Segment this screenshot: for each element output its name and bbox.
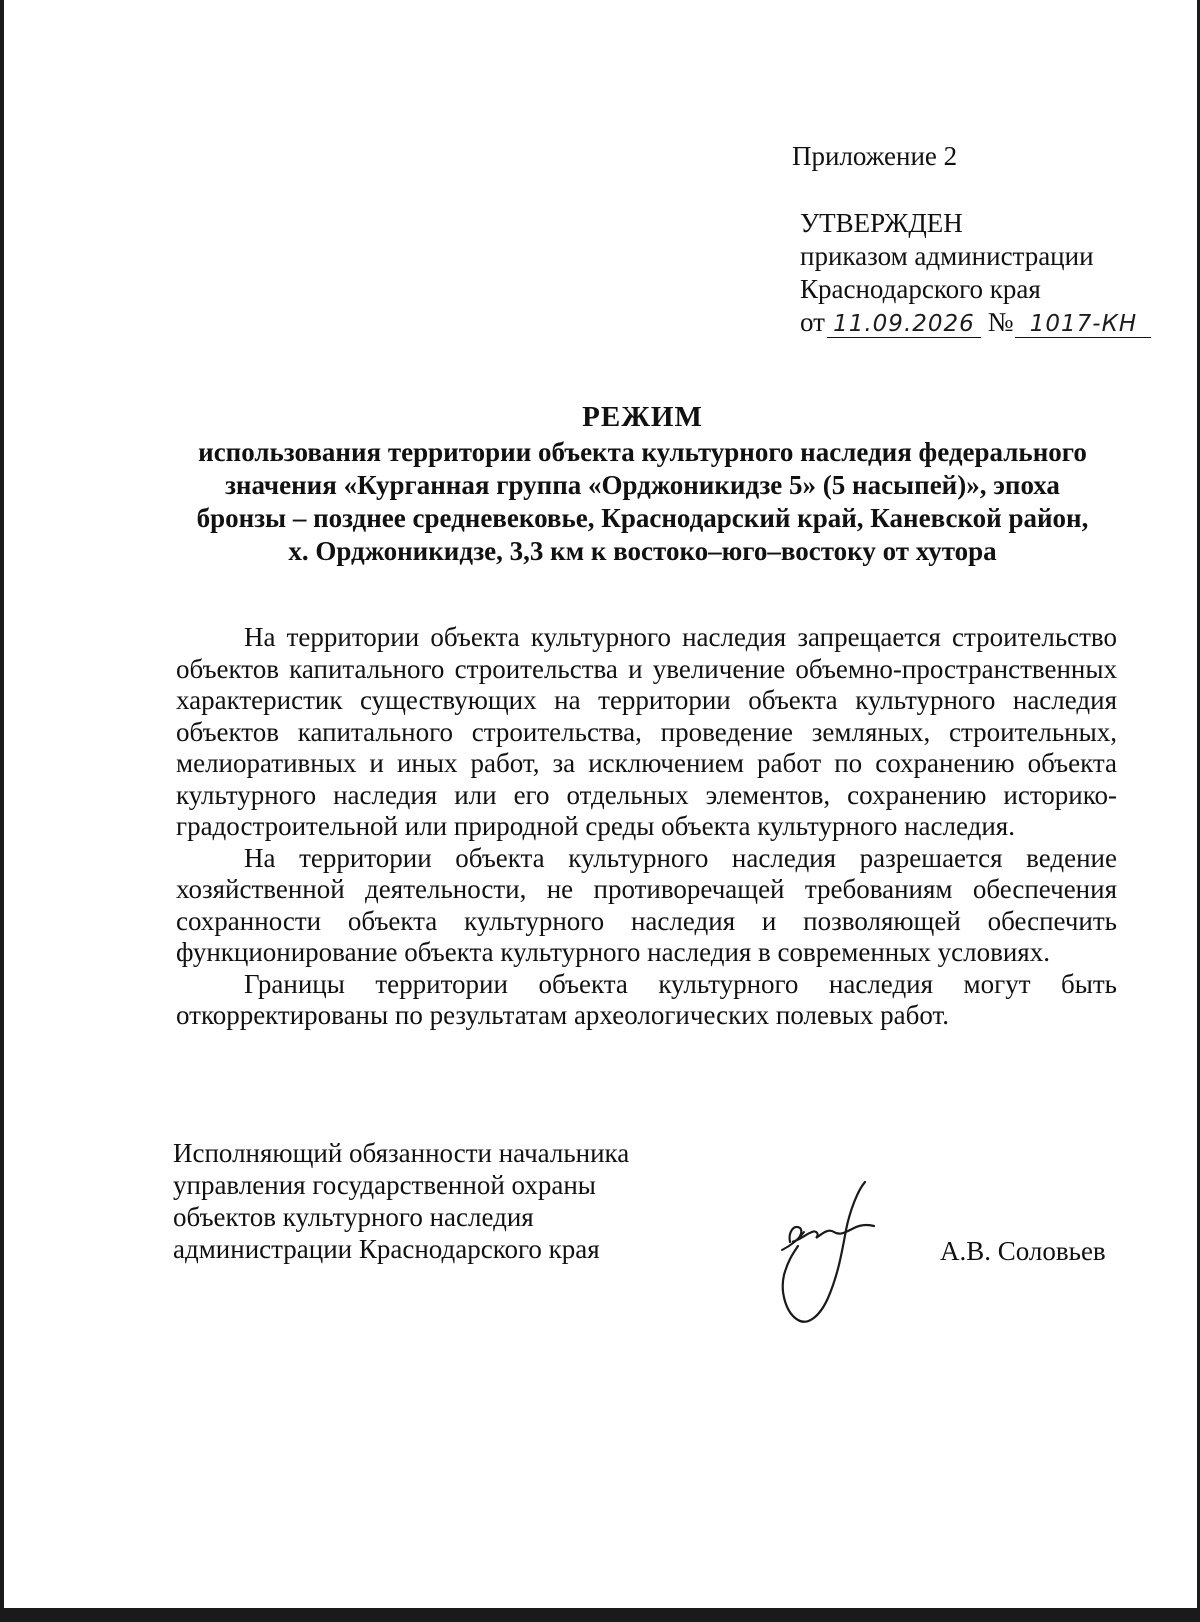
subtitle-line: использования территории объекта культурного наследия федерального	[198, 437, 1087, 467]
body-paragraph: На территории объекта культурного наследия разрешается ведение хозяйственной деятельности, не противоречащей требованиям обеспечения сохранности объекта культурного наследия и позволяющей обеспечить функционирование объекта культурного наследия в современных условиях.	[176, 842, 1117, 967]
document-body	[176, 622, 1117, 1032]
subtitle-line: х. Орджоникидзе, 3,3 км к востоко–юго–востоку от хутора	[288, 536, 997, 566]
scan-border-bottom	[0, 1608, 1200, 1622]
approval-heading: УТВЕРЖДЕН	[800, 208, 963, 238]
signatory-title-line: управления государственной охраны	[173, 1170, 596, 1200]
date-prefix: от	[800, 307, 825, 337]
scan-border-left	[0, 0, 4, 1622]
signatory-title-line: объектов культурного наследия	[173, 1202, 534, 1232]
approval-stamp-block	[800, 207, 1151, 339]
body-paragraph: Границы территории объекта культурного наследия могут быть откорректированы по результатам археологических полевых работ.	[176, 968, 1117, 1030]
appendix-label: Приложение 2	[792, 141, 958, 171]
signatory-position	[173, 1137, 629, 1265]
signatory-name: А.В. Соловьев	[940, 1236, 1106, 1266]
handwritten-signature	[770, 1180, 910, 1330]
document-title: РЕЖИМ	[582, 401, 703, 433]
signatory-title-line: администрации Краснодарского края	[173, 1234, 600, 1264]
order-date-number-line	[800, 306, 1151, 339]
signatory-title-line: Исполняющий обязанности начальника	[173, 1138, 630, 1168]
approval-line-1: приказом администрации	[800, 241, 1094, 271]
approval-line-2: Краснодарского края	[800, 274, 1041, 304]
number-prefix: №	[987, 307, 1014, 337]
subtitle-line: значения «Курганная группа «Орджоникидзе 5» (5 насыпей)», эпоха	[225, 470, 1060, 500]
subtitle-line: бронзы – позднее средневековье, Краснодарский край, Каневской район,	[196, 503, 1089, 533]
document-subtitle	[150, 436, 1135, 568]
handwritten-order-number: 1017-КН	[1015, 311, 1151, 338]
handwritten-date: 11.09.2026	[827, 311, 981, 338]
document-heading	[150, 400, 1135, 568]
body-paragraph: На территории объекта культурного наследия запрещается строительство объектов капитального строительства и увеличение объемно-пространственных характеристик существующих на территории объекта культурного наследия объектов капитального строительства, проведение земляных, строительных, мелиоративных и иных работ, за исключением работ по сохранению объекта культурного наследия или его отдельных элементов, сохранению историко-градостроительной или природной среды объекта культурного наследия.	[176, 622, 1117, 841]
